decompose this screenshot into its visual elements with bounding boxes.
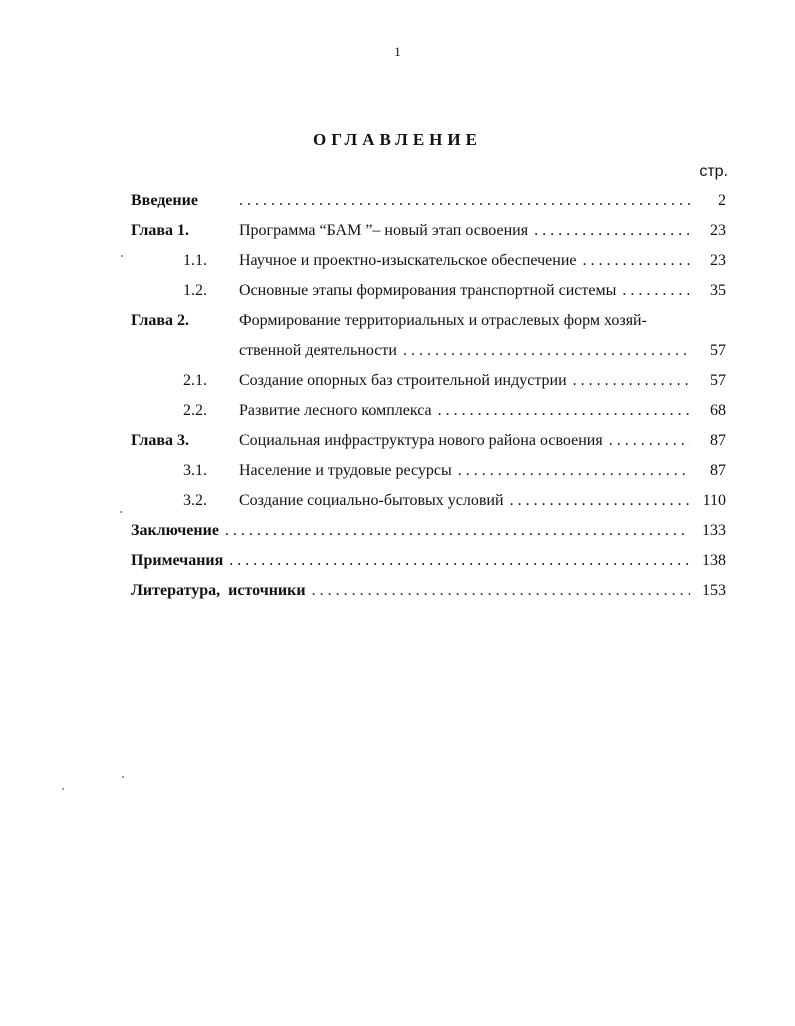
toc-row-chapter-2[interactable] bbox=[131, 306, 726, 336]
toc-label: Глава 2. bbox=[131, 312, 189, 329]
table-of-contents bbox=[131, 186, 726, 606]
toc-row-section-3-2[interactable] bbox=[131, 486, 726, 516]
toc-number: 3.1. bbox=[183, 462, 207, 479]
toc-page: 153 bbox=[702, 582, 726, 599]
scan-speck bbox=[121, 255, 123, 257]
toc-label: Примечания bbox=[131, 552, 224, 569]
scan-speck bbox=[122, 776, 124, 778]
toc-text: Развитие лесного комплекса bbox=[239, 402, 432, 419]
dot-leader bbox=[225, 516, 690, 546]
toc-text: Основные этапы формирования транспортной системы bbox=[239, 282, 617, 299]
toc-row-introduction[interactable] bbox=[131, 186, 726, 216]
page-number: 1 bbox=[394, 44, 401, 59]
toc-page: 87 bbox=[710, 462, 726, 479]
toc-label: Заключение bbox=[131, 522, 219, 539]
toc-label: Глава 1. bbox=[131, 222, 189, 239]
toc-number: 3.2. bbox=[183, 492, 207, 509]
toc-row-chapter-3[interactable] bbox=[131, 426, 726, 456]
dot-leader bbox=[609, 426, 690, 456]
dot-leader bbox=[458, 456, 690, 486]
toc-text: Формирование территориальных и отраслевых форм хозяй- bbox=[239, 312, 647, 329]
toc-page: 23 bbox=[710, 222, 726, 239]
toc-page: 23 bbox=[710, 252, 726, 269]
dot-leader bbox=[229, 546, 690, 576]
toc-number: 2.1. bbox=[183, 372, 207, 389]
toc-row-chapter-1[interactable] bbox=[131, 216, 726, 246]
toc-page: 110 bbox=[702, 492, 726, 509]
toc-label: Введение bbox=[131, 192, 198, 209]
scan-speck bbox=[62, 788, 64, 790]
toc-number: 2.2. bbox=[183, 402, 207, 419]
dot-leader bbox=[510, 486, 690, 516]
toc-text: Программа “БАМ ”– новый этап освоения bbox=[239, 222, 529, 239]
dot-leader bbox=[312, 576, 690, 606]
toc-row-section-1-2[interactable] bbox=[131, 276, 726, 306]
scan-speck bbox=[120, 511, 122, 513]
toc-number: 1.2. bbox=[183, 282, 207, 299]
dot-leader bbox=[534, 216, 690, 246]
dot-leader bbox=[582, 246, 690, 276]
toc-label: Литература, источники bbox=[131, 582, 306, 599]
dot-leader bbox=[239, 186, 690, 216]
dot-leader bbox=[622, 276, 690, 306]
toc-page: 57 bbox=[710, 372, 726, 389]
toc-page: 57 bbox=[710, 342, 726, 359]
toc-row-notes[interactable] bbox=[131, 546, 726, 576]
toc-row-section-2-2[interactable] bbox=[131, 396, 726, 426]
page-column-label: стр. bbox=[699, 163, 728, 180]
toc-page: 87 bbox=[710, 432, 726, 449]
toc-page: 2 bbox=[718, 192, 726, 209]
toc-text: Население и трудовые ресурсы bbox=[239, 462, 452, 479]
toc-text: Научное и проектно-изыскательское обеспечение bbox=[239, 252, 577, 269]
toc-row-chapter-2-cont[interactable] bbox=[131, 336, 726, 366]
toc-row-conclusion[interactable] bbox=[131, 516, 726, 546]
toc-row-section-3-1[interactable] bbox=[131, 456, 726, 486]
toc-row-literature[interactable] bbox=[131, 576, 726, 606]
toc-page: 35 bbox=[710, 282, 726, 299]
toc-text: Социальная инфраструктура нового района освоения bbox=[239, 432, 603, 449]
toc-page: 138 bbox=[702, 552, 726, 569]
dot-leader bbox=[403, 336, 690, 366]
toc-row-section-2-1[interactable] bbox=[131, 366, 726, 396]
toc-number: 1.1. bbox=[183, 252, 207, 269]
toc-row-section-1-1[interactable] bbox=[131, 246, 726, 276]
toc-text: ственной деятельности bbox=[239, 342, 397, 359]
toc-label: Глава 3. bbox=[131, 432, 189, 449]
dot-leader bbox=[438, 396, 690, 426]
toc-text: Создание опорных баз строительной индустрии bbox=[239, 372, 567, 389]
dot-leader bbox=[573, 366, 690, 396]
toc-text: Создание социально-бытовых условий bbox=[239, 492, 504, 509]
toc-page: 68 bbox=[710, 402, 726, 419]
toc-page: 133 bbox=[702, 522, 726, 539]
page-title: ОГЛАВЛЕНИЕ bbox=[313, 130, 482, 149]
